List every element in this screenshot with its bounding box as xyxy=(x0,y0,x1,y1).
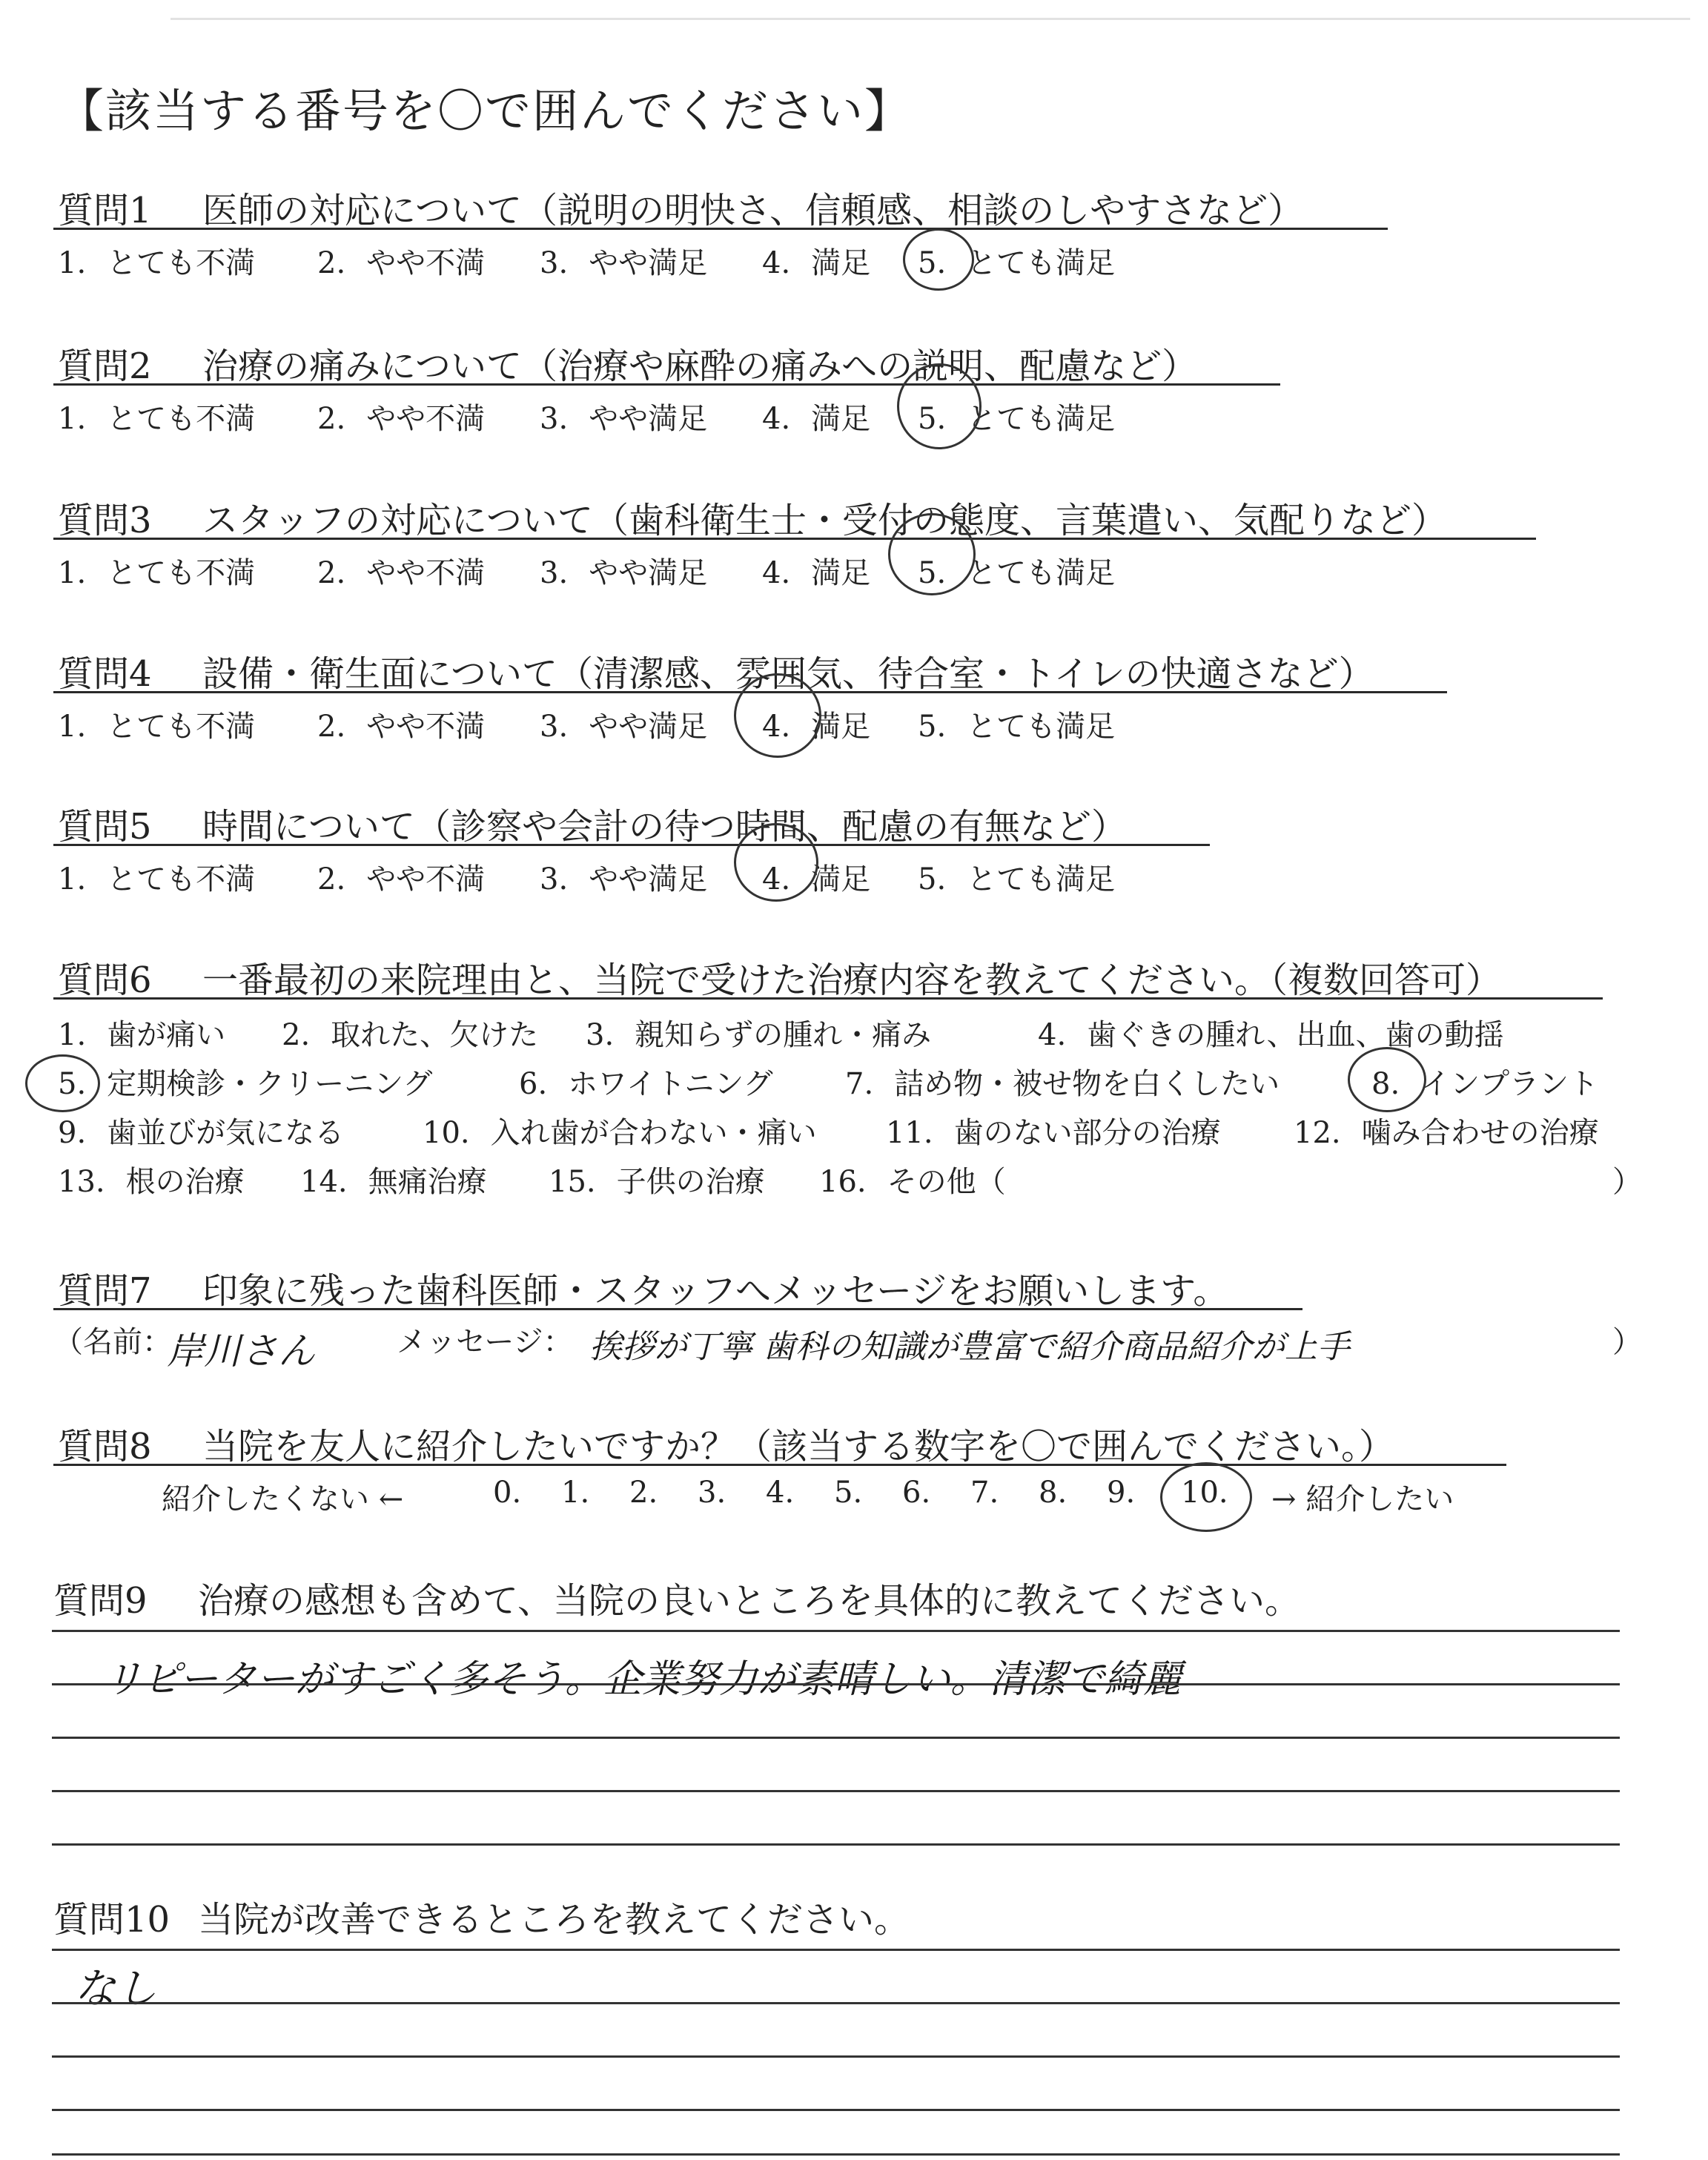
question-text: 治療の痛みについて（治療や麻酔の痛みへの説明、配慮など） xyxy=(202,346,1198,387)
question-text: 医師の対応について（説明の明快さ、信頼感、相談のしやすさなど） xyxy=(202,190,1304,231)
q6-option-4[interactable]: 4. 歯ぐきの腫れ、出血、歯の動揺 xyxy=(1038,1018,1504,1052)
q6-option-15[interactable]: 15. 子供の治療 xyxy=(549,1165,765,1199)
q8-selection-circle xyxy=(1160,1462,1252,1532)
q1-option-4[interactable]: 4. 満足 xyxy=(762,246,871,280)
q8-scale-5[interactable]: 5. xyxy=(834,1476,863,1510)
question-number: 質問4 xyxy=(58,653,152,695)
q2-option-1[interactable]: 1. とても不満 xyxy=(58,402,256,436)
q8-scale-7[interactable]: 7. xyxy=(970,1476,999,1510)
q5-selection-circle xyxy=(734,823,818,902)
q9-answer-line-4 xyxy=(52,1790,1620,1792)
question-10-heading xyxy=(53,1891,910,1942)
question-text: 設備・衛生面について（清潔感、雰囲気、待合室・トイレの快適さなど） xyxy=(202,653,1374,695)
question-5-heading xyxy=(58,798,1127,849)
q6-selection-circle-5 xyxy=(25,1054,100,1112)
question-text: 印象に残った歯科医師・スタッフへメッセージをお願いします。 xyxy=(202,1270,1229,1312)
q5-option-5[interactable]: 5. とても満足 xyxy=(918,862,1116,896)
q7-close-paren: ） xyxy=(1612,1325,1642,1359)
question-5-underline xyxy=(53,844,1210,846)
q5-option-4[interactable]: 4. 満足 xyxy=(762,862,871,896)
q2-option-2[interactable]: 2. やや不満 xyxy=(317,402,486,436)
q8-scale-3[interactable]: 3. xyxy=(698,1476,726,1510)
question-number: 質問2 xyxy=(58,346,152,387)
q9-answer-line-2 xyxy=(52,1683,1620,1685)
question-8-underline xyxy=(53,1464,1506,1466)
question-8-heading xyxy=(58,1418,1394,1469)
q6-option-3[interactable]: 3. 親知らずの腫れ・痛み xyxy=(586,1018,932,1052)
q1-option-3[interactable]: 3. やや満足 xyxy=(540,246,708,280)
q4-option-1[interactable]: 1. とても不満 xyxy=(58,710,256,744)
q4-option-2[interactable]: 2. やや不満 xyxy=(317,710,486,744)
q8-scale-10[interactable]: 10. xyxy=(1181,1476,1228,1510)
q1-option-1[interactable]: 1. とても不満 xyxy=(58,246,256,280)
question-4-heading xyxy=(58,645,1374,696)
q2-selection-circle xyxy=(897,363,982,449)
q6-option-14[interactable]: 14. 無痛治療 xyxy=(300,1165,487,1199)
q8-scale-6[interactable]: 6. xyxy=(902,1476,931,1510)
question-text: 当院が改善できるところを教えてください。 xyxy=(198,1899,910,1941)
question-number: 質問5 xyxy=(58,806,152,848)
question-1-heading xyxy=(58,182,1303,233)
question-number: 質問10 xyxy=(53,1899,171,1941)
q2-option-4[interactable]: 4. 満足 xyxy=(762,402,871,436)
question-number: 質問8 xyxy=(58,1426,152,1467)
q8-scale-2[interactable]: 2. xyxy=(629,1476,658,1510)
question-text: 当院を友人に紹介したいですか？（該当する数字を〇で囲んでください。） xyxy=(202,1426,1395,1467)
q8-scale-4[interactable]: 4. xyxy=(766,1476,795,1510)
q6-option-9[interactable]: 9. 歯並びが気になる xyxy=(58,1116,345,1150)
q4-option-5[interactable]: 5. とても満足 xyxy=(918,710,1116,744)
q10-answer-line-4 xyxy=(52,2109,1620,2111)
q6-option-12[interactable]: 12. 噛み合わせの治療 xyxy=(1294,1116,1599,1150)
question-3-underline xyxy=(53,538,1536,540)
q8-scale-8[interactable]: 8. xyxy=(1039,1476,1068,1510)
question-9-heading xyxy=(53,1572,1300,1623)
question-3-heading xyxy=(58,492,1447,543)
question-2-heading xyxy=(58,337,1197,389)
question-text: スタッフの対応について（歯科衛生士・受付の態度、言葉遣い、気配りなど） xyxy=(202,500,1448,541)
q1-selection-circle xyxy=(903,228,974,291)
q4-selection-circle xyxy=(734,673,821,758)
question-6-heading xyxy=(58,951,1501,1003)
q9-answer-handwritten[interactable]: リピーターがすごく多そう。企業努力が素晴しい。清潔で綺麗 xyxy=(104,1657,1182,1702)
q1-option-2[interactable]: 2. やや不満 xyxy=(317,246,486,280)
q6-option-2[interactable]: 2. 取れた、欠けた xyxy=(282,1018,539,1052)
q7-message-handwritten[interactable]: 挨拶が丁寧 歯科の知識が豊富で紹介商品紹介が上手 xyxy=(589,1328,1350,1366)
q6-option-7[interactable]: 7. 詰め物・被せ物を白くしたい xyxy=(845,1067,1280,1101)
q6-option-16[interactable]: 16. その他（ xyxy=(819,1165,1006,1199)
q2-option-5[interactable]: 5. とても満足 xyxy=(918,402,1116,436)
question-1-underline xyxy=(53,228,1388,230)
question-number: 質問7 xyxy=(58,1270,152,1312)
question-text: 治療の感想も含めて、当院の良いところを具体的に教えてください。 xyxy=(198,1580,1301,1622)
q8-scale-9[interactable]: 9. xyxy=(1107,1476,1136,1510)
scan-edge-line xyxy=(171,18,1690,20)
q6-selection-circle-8 xyxy=(1348,1047,1426,1112)
q8-right-label: → 紹介したい xyxy=(1271,1482,1454,1516)
q10-answer-line-5 xyxy=(52,2153,1620,2156)
q6-option-5[interactable]: 5. 定期検診・クリーニング xyxy=(58,1067,433,1101)
q10-answer-line-3 xyxy=(52,2055,1620,2058)
q5-option-3[interactable]: 3. やや満足 xyxy=(540,862,708,896)
q7-name-handwritten[interactable]: 岸川さん xyxy=(167,1330,315,1373)
q6-option-10[interactable]: 10. 入れ歯が合わない・痛い xyxy=(423,1116,817,1150)
q6-option-1[interactable]: 1. 歯が痛い xyxy=(58,1018,226,1052)
q5-option-2[interactable]: 2. やや不満 xyxy=(317,862,486,896)
q8-scale-0[interactable]: 0. xyxy=(493,1476,522,1510)
q7-message-label: メッセージ： xyxy=(397,1325,573,1359)
q2-option-3[interactable]: 3. やや満足 xyxy=(540,402,708,436)
q6-other-close-paren: ） xyxy=(1612,1165,1642,1199)
q6-option-6[interactable]: 6. ホワイトニング xyxy=(519,1067,773,1101)
q3-option-1[interactable]: 1. とても不満 xyxy=(58,556,256,590)
q10-answer-handwritten[interactable]: なし xyxy=(74,1965,157,2013)
question-6-underline xyxy=(53,997,1603,1000)
q6-option-11[interactable]: 11. 歯のない部分の治療 xyxy=(886,1116,1221,1150)
q3-option-5[interactable]: 5. とても満足 xyxy=(918,556,1116,590)
q8-left-label: 紹介したくない ← xyxy=(162,1482,404,1516)
q3-option-3[interactable]: 3. やや満足 xyxy=(540,556,708,590)
question-7-heading xyxy=(58,1262,1228,1313)
q4-option-4[interactable]: 4. 満足 xyxy=(762,710,871,744)
q7-name-label: （名前： xyxy=(53,1325,172,1359)
question-text: 時間について（診察や会計の待つ時間、配慮の有無など） xyxy=(202,806,1128,848)
q3-selection-circle xyxy=(888,513,976,595)
form-title: 【該当する番号を〇で囲んでください】 xyxy=(58,84,913,138)
question-number: 質問1 xyxy=(58,190,152,231)
question-number: 質問3 xyxy=(58,500,152,541)
q9-answer-line-5 xyxy=(52,1843,1620,1846)
q6-option-13[interactable]: 13. 根の治療 xyxy=(58,1165,245,1199)
question-7-underline xyxy=(53,1308,1302,1310)
q4-option-3[interactable]: 3. やや満足 xyxy=(540,710,708,744)
q8-scale-1[interactable]: 1. xyxy=(561,1476,590,1510)
question-text: 一番最初の来院理由と、当院で受けた治療内容を教えてください。（複数回答可） xyxy=(202,960,1502,1001)
q3-option-4[interactable]: 4. 満足 xyxy=(762,556,871,590)
question-number: 質問6 xyxy=(58,960,152,1001)
q10-answer-line-1 xyxy=(52,1949,1620,1951)
q9-answer-line-1 xyxy=(52,1630,1620,1632)
question-number: 質問9 xyxy=(53,1580,148,1622)
question-2-underline xyxy=(53,383,1280,386)
q10-answer-line-2 xyxy=(52,2002,1620,2004)
q9-answer-line-3 xyxy=(52,1737,1620,1739)
q3-option-2[interactable]: 2. やや不満 xyxy=(317,556,486,590)
q5-option-1[interactable]: 1. とても不満 xyxy=(58,862,256,896)
q6-option-8[interactable]: 8. インプラント xyxy=(1371,1067,1599,1101)
q1-option-5[interactable]: 5. とても満足 xyxy=(918,246,1116,280)
